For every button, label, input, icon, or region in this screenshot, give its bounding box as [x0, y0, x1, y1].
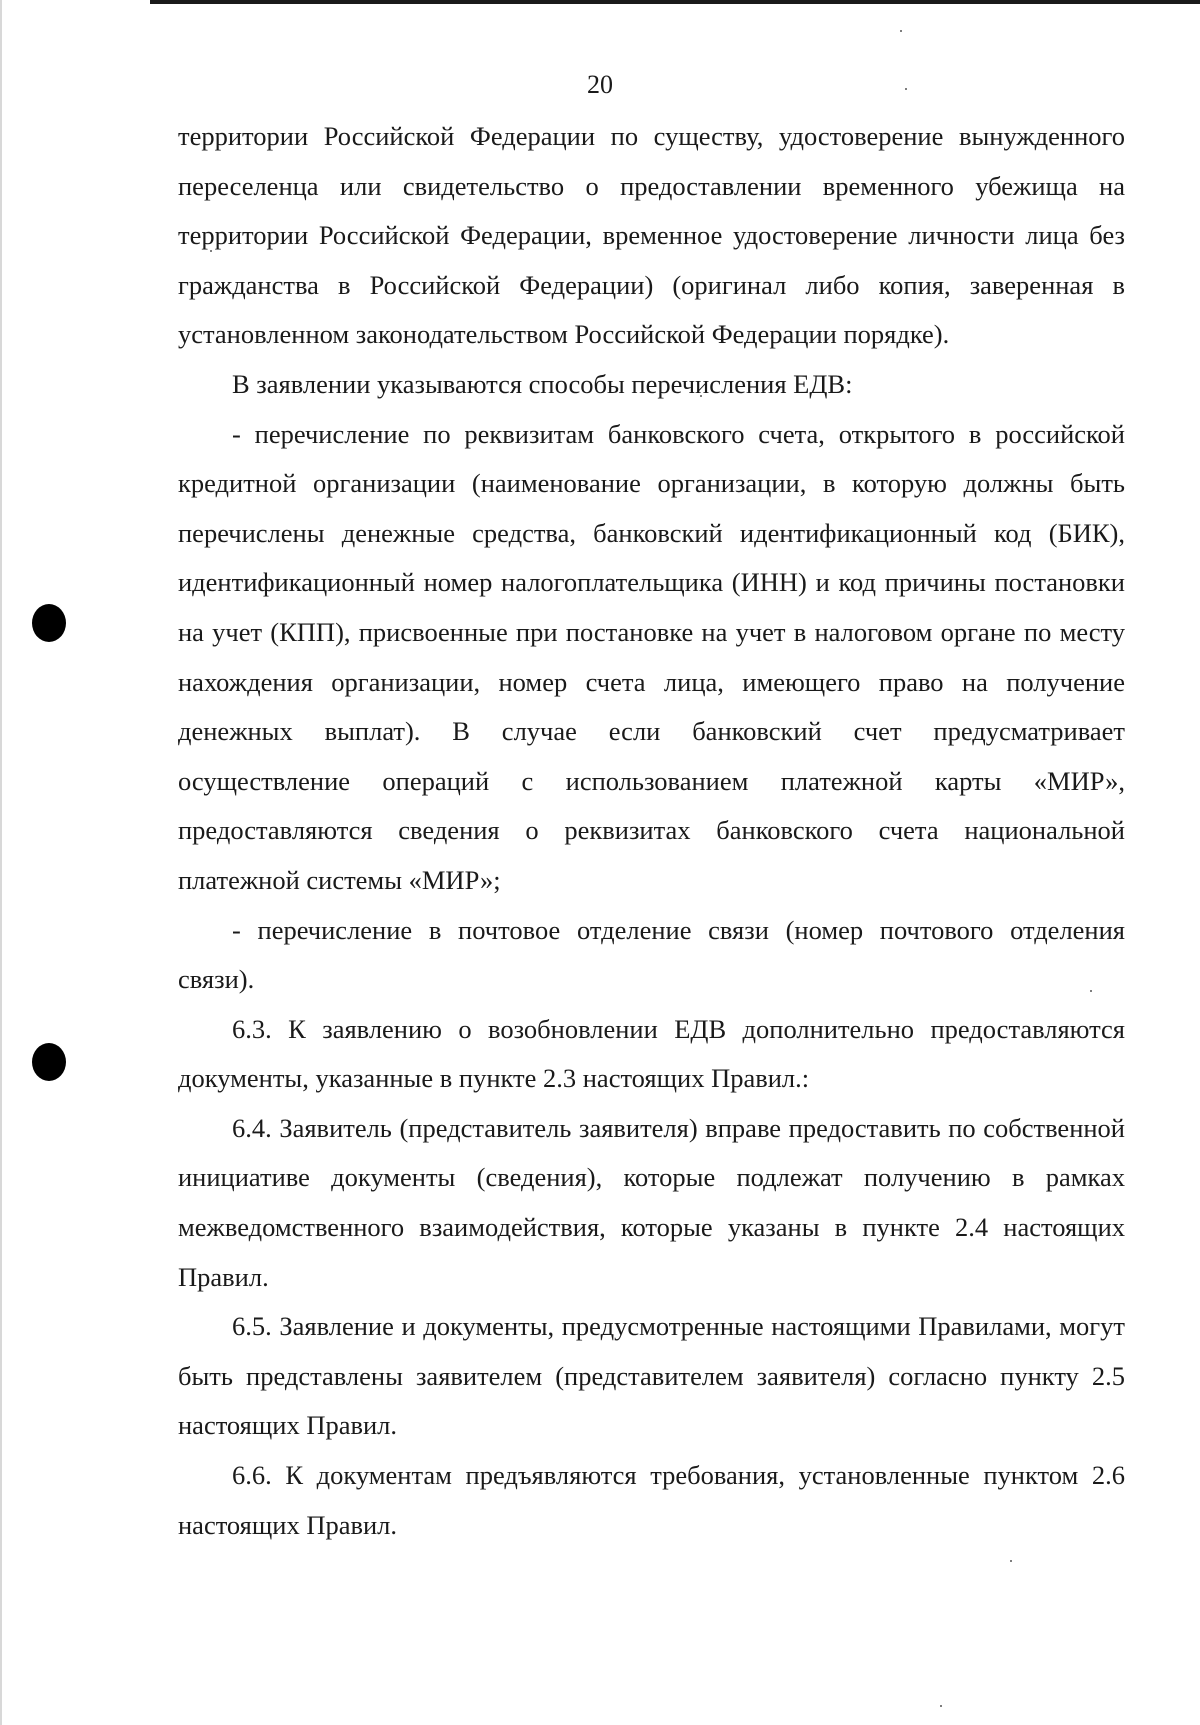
paragraph-6-3: 6.3. К заявлению о возобновлении ЕДВ дополнительно предоставляются документы, указанные в пункте 2.3 настоящих Правил.: [178, 1013, 1125, 1094]
paragraph-payment-methods-intro: В заявлении указываются способы перечисления ЕДВ: [232, 368, 853, 399]
paragraph-6-5: 6.5. Заявление и документы, предусмотренные настоящими Правилами, могут быть представлены заявителем (представителем заявителя) согласно пункту 2.5 настоящих Правил. [178, 1311, 1125, 1441]
scan-speck [940, 1705, 942, 1707]
scan-left-edge [0, 0, 2, 1725]
paragraph-continuation: территории Российской Федерации по существу, удостоверение вынужденного переселенца или свидетельство о предоставлении временного убежища на территории Российской Федерации, временное удостоверение личности лица без гражданства в Российской Федерации) (оригинал либо копия, заверенная в установленном законодательством Российской Федерации порядке). [178, 121, 1125, 350]
scan-speck [1010, 1560, 1012, 1562]
scan-top-edge [150, 0, 1200, 4]
scan-speck [900, 30, 902, 32]
paragraph-6-6: 6.6. К документам предъявляются требования, установленные пунктом 2.6 настоящих Правил. [178, 1460, 1125, 1540]
paragraph-bank-transfer: - перечисление по реквизитам банковского счета, открытого в российской кредитной организации (наименование организации, в которую должны быть перечислены денежные средства, банковский идентификационный код (БИК), идентификационный номер налогоплательщика (ИНН) и код причины постановки на учет (КПП), присвоенные при постановке на учет в налоговом органе по месту нахождения организации, номер счета лица, имеющего право на получение денежных выплат). В случае если банковский счет предусматривает осуществление операций с использованием платежной карты «МИР», предоставляются сведения о реквизитах банковского счета национальной платежной системы «МИР»; [178, 418, 1125, 895]
page-number: 20 [587, 70, 613, 99]
document-body [178, 112, 1125, 1550]
punch-hole [32, 604, 66, 642]
paragraph-6-4: 6.4. Заявитель (представитель заявителя) вправе предоставить по собственной инициативе документы (сведения), которые подлежат получению в рамках межведомственного взаимодействия, которые указаны в пункте 2.4 настоящих Правил. [178, 1112, 1125, 1292]
punch-hole [32, 1043, 66, 1081]
paragraph-postal-transfer: - перечисление в почтовое отделение связи (номер почтового отделения связи). [178, 914, 1125, 995]
